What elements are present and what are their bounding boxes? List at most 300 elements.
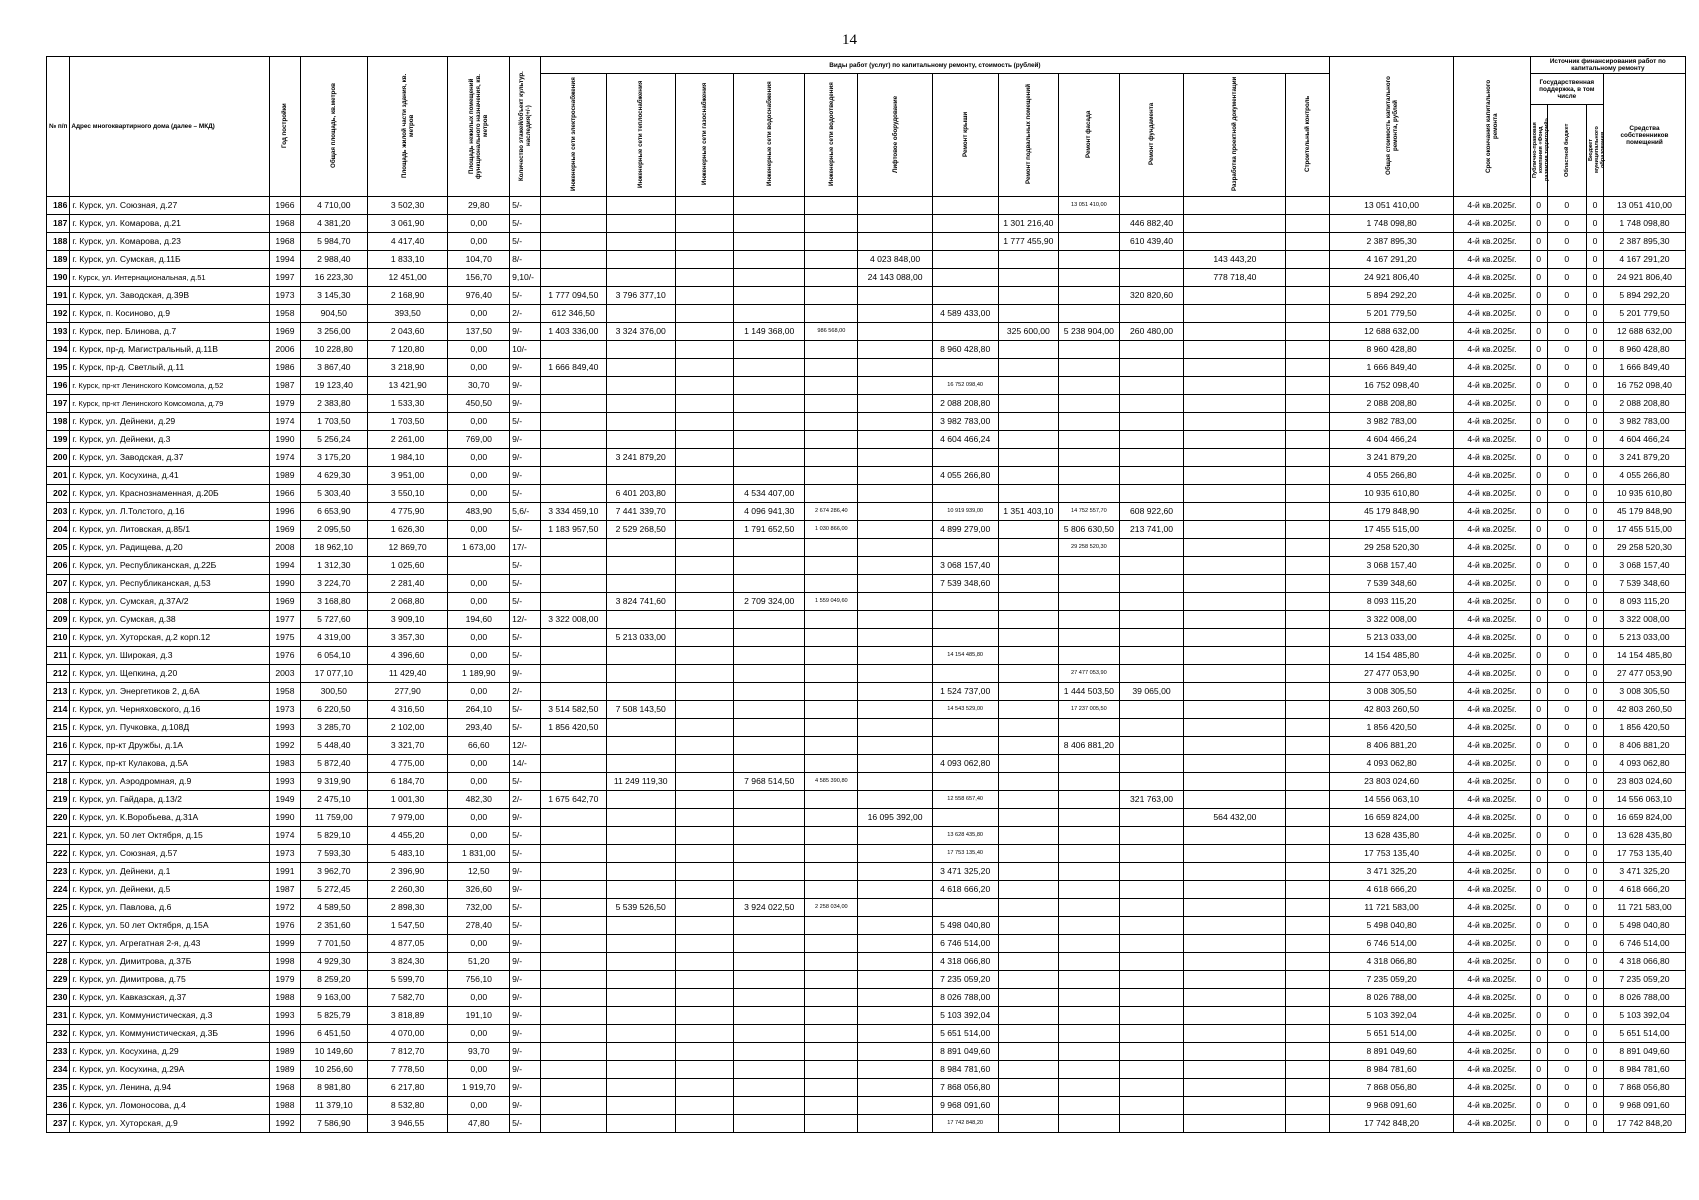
cell-year: 1958 (270, 305, 301, 323)
cell-gs (675, 1043, 733, 1061)
cell-la: 1 984,10 (367, 449, 448, 467)
cell-ht (606, 845, 675, 863)
cell-ta: 3 867,40 (300, 359, 367, 377)
cell-n: 204 (47, 521, 70, 539)
cell-gs (675, 1061, 733, 1079)
cell-tot: 27 477 053,90 (1329, 665, 1453, 683)
cell-el (540, 647, 606, 665)
cell-ds (1184, 305, 1286, 323)
cell-fl: 9,10/- (510, 269, 541, 287)
cell-fd (1119, 611, 1184, 629)
cell-rf (932, 215, 998, 233)
cell-wt (734, 467, 805, 485)
cell-wt (734, 665, 805, 683)
cell-n: 229 (47, 971, 70, 989)
cell-dr (805, 413, 858, 431)
cell-own: 4 055 266,80 (1603, 467, 1685, 485)
cell-year: 1986 (270, 359, 301, 377)
cell-lf (858, 971, 932, 989)
cell-dr (805, 1061, 858, 1079)
cell-gs (675, 953, 733, 971)
cell-ct (1286, 557, 1330, 575)
cell-wt (734, 1061, 805, 1079)
cell-lf (858, 881, 932, 899)
cell-bs (998, 665, 1059, 683)
cell-lf (858, 665, 932, 683)
cell-lf (858, 503, 932, 521)
cell-la: 5 599,70 (367, 971, 448, 989)
header-water: Инженерные сети водоснабжения (734, 74, 805, 197)
cell-la: 3 946,55 (367, 1115, 448, 1133)
cell-addr: г. Курск, ул. Литовская, д.85/1 (70, 521, 270, 539)
cell-ht (606, 791, 675, 809)
cell-addr: г. Курск, ул. Аэродромная, д.9 (70, 773, 270, 791)
cell-bs (998, 953, 1059, 971)
cell-ta: 9 319,90 (300, 773, 367, 791)
cell-f2: 0 (1547, 323, 1586, 341)
header-municipal: Бюджет муниципального образования (1586, 105, 1603, 197)
cell-year: 1989 (270, 1043, 301, 1061)
cell-dr (805, 1097, 858, 1115)
cell-la: 393,50 (367, 305, 448, 323)
cell-n: 223 (47, 863, 70, 881)
cell-n: 214 (47, 701, 70, 719)
cell-el: 1 403 336,00 (540, 323, 606, 341)
cell-el: 3 334 459,10 (540, 503, 606, 521)
cell-gs (675, 881, 733, 899)
cell-el (540, 1043, 606, 1061)
cell-wt (734, 935, 805, 953)
cell-own: 5 201 779,50 (1603, 305, 1685, 323)
cell-rf (932, 233, 998, 251)
cell-f3: 0 (1586, 881, 1603, 899)
cell-year: 1973 (270, 845, 301, 863)
cell-f1: 0 (1530, 899, 1547, 917)
cell-year: 1993 (270, 773, 301, 791)
cell-tot: 24 921 806,40 (1329, 269, 1453, 287)
cell-lf (858, 233, 932, 251)
cell-bs (998, 359, 1059, 377)
cell-tot: 6 746 514,00 (1329, 935, 1453, 953)
cell-ct (1286, 215, 1330, 233)
cell-la: 4 070,00 (367, 1025, 448, 1043)
cell-fl: 5/- (510, 197, 541, 215)
cell-own: 14 154 485,80 (1603, 647, 1685, 665)
cell-year: 1993 (270, 1007, 301, 1025)
cell-fd (1119, 755, 1184, 773)
cell-fc (1059, 1115, 1120, 1133)
cell-lf (858, 431, 932, 449)
cell-dr (805, 467, 858, 485)
cell-ta: 8 981,80 (300, 1079, 367, 1097)
cell-year: 1976 (270, 647, 301, 665)
cell-na: 0,00 (448, 305, 510, 323)
cell-tot: 8 891 049,60 (1329, 1043, 1453, 1061)
cell-rf (932, 197, 998, 215)
cell-gs (675, 485, 733, 503)
cell-ht (606, 719, 675, 737)
cell-ct (1286, 341, 1330, 359)
header-owners: Средства собственников помещений (1603, 74, 1685, 197)
cell-la: 5 483,10 (367, 845, 448, 863)
cell-ct (1286, 665, 1330, 683)
cell-la: 6 184,70 (367, 773, 448, 791)
cell-dr (805, 1079, 858, 1097)
cell-fl: 9/- (510, 359, 541, 377)
cell-f2: 0 (1547, 539, 1586, 557)
cell-n: 219 (47, 791, 70, 809)
cell-wt (734, 557, 805, 575)
cell-f1: 0 (1530, 593, 1547, 611)
cell-f3: 0 (1586, 1025, 1603, 1043)
cell-ht (606, 863, 675, 881)
cell-f2: 0 (1547, 377, 1586, 395)
cell-fd (1119, 917, 1184, 935)
cell-lf (858, 737, 932, 755)
cell-fd: 608 922,60 (1119, 503, 1184, 521)
cell-ds (1184, 233, 1286, 251)
cell-el (540, 827, 606, 845)
cell-year: 1968 (270, 215, 301, 233)
cell-addr: г. Курск, ул. Комарова, д.23 (70, 233, 270, 251)
cell-dl: 4-й кв.2025г. (1454, 1025, 1530, 1043)
cell-ta: 3 175,20 (300, 449, 367, 467)
cell-ta: 7 701,50 (300, 935, 367, 953)
cell-na: 0,00 (448, 467, 510, 485)
cell-addr: г. Курск, ул. Димитрова, д.75 (70, 971, 270, 989)
cell-ct (1286, 629, 1330, 647)
cell-gs (675, 827, 733, 845)
table-row (47, 809, 1686, 827)
cell-wt (734, 251, 805, 269)
table-row (47, 269, 1686, 287)
cell-f3: 0 (1586, 863, 1603, 881)
cell-bs (998, 827, 1059, 845)
cell-rf (932, 665, 998, 683)
cell-ds (1184, 863, 1286, 881)
cell-ct (1286, 1007, 1330, 1025)
cell-dl: 4-й кв.2025г. (1454, 341, 1530, 359)
cell-fc (1059, 611, 1120, 629)
cell-bs (998, 377, 1059, 395)
cell-f2: 0 (1547, 431, 1586, 449)
cell-na: 0,00 (448, 989, 510, 1007)
cell-la: 3 502,30 (367, 197, 448, 215)
cell-f2: 0 (1547, 449, 1586, 467)
cell-el (540, 233, 606, 251)
cell-gs (675, 809, 733, 827)
cell-tot: 3 068 157,40 (1329, 557, 1453, 575)
cell-tot: 16 752 098,40 (1329, 377, 1453, 395)
cell-ct (1286, 431, 1330, 449)
cell-ta: 10 228,80 (300, 341, 367, 359)
cell-own: 3 982 783,00 (1603, 413, 1685, 431)
cell-rf: 3 982 783,00 (932, 413, 998, 431)
cell-fl: 5/- (510, 701, 541, 719)
cell-n: 188 (47, 233, 70, 251)
table-row (47, 197, 1686, 215)
cell-rf (932, 323, 998, 341)
cell-la: 3 061,90 (367, 215, 448, 233)
cell-fc (1059, 827, 1120, 845)
table-row (47, 917, 1686, 935)
cell-dl: 4-й кв.2025г. (1454, 1115, 1530, 1133)
cell-f2: 0 (1547, 791, 1586, 809)
cell-dl: 4-й кв.2025г. (1454, 233, 1530, 251)
cell-na: 0,00 (448, 647, 510, 665)
cell-el (540, 863, 606, 881)
cell-fc (1059, 953, 1120, 971)
cell-el: 3 322 008,00 (540, 611, 606, 629)
cell-addr: г. Курск, пер. Блинова, д.7 (70, 323, 270, 341)
cell-f1: 0 (1530, 323, 1547, 341)
cell-f2: 0 (1547, 233, 1586, 251)
cell-fl: 17/- (510, 539, 541, 557)
cell-dl: 4-й кв.2025г. (1454, 251, 1530, 269)
cell-ds (1184, 683, 1286, 701)
cell-f1: 0 (1530, 1007, 1547, 1025)
cell-n: 215 (47, 719, 70, 737)
cell-dr (805, 539, 858, 557)
cell-fc (1059, 647, 1120, 665)
cell-addr: г. Курск, ул. Интернациональная, д.51 (70, 269, 270, 287)
cell-dl: 4-й кв.2025г. (1454, 701, 1530, 719)
cell-tot: 7 235 059,20 (1329, 971, 1453, 989)
cell-dr (805, 809, 858, 827)
cell-fl: 9/- (510, 1043, 541, 1061)
cell-rf (932, 359, 998, 377)
cell-gs (675, 665, 733, 683)
cell-bs (998, 1061, 1059, 1079)
cell-tot: 4 167 291,20 (1329, 251, 1453, 269)
cell-dl: 4-й кв.2025г. (1454, 359, 1530, 377)
cell-own: 1 748 098,80 (1603, 215, 1685, 233)
cell-own: 9 968 091,60 (1603, 1097, 1685, 1115)
cell-fl: 9/- (510, 1079, 541, 1097)
cell-addr: г. Курск, пр-кт Ленинского Комсомола, д.52 (70, 377, 270, 395)
cell-bs (998, 755, 1059, 773)
table-row (47, 431, 1686, 449)
cell-fl: 5/- (510, 773, 541, 791)
cell-own: 2 088 208,80 (1603, 395, 1685, 413)
cell-n: 225 (47, 899, 70, 917)
cell-rf (932, 629, 998, 647)
cell-f2: 0 (1547, 1079, 1586, 1097)
cell-year: 1996 (270, 503, 301, 521)
cell-f3: 0 (1586, 971, 1603, 989)
cell-el (540, 935, 606, 953)
cell-fc: 1 444 503,50 (1059, 683, 1120, 701)
cell-el: 612 346,50 (540, 305, 606, 323)
cell-n: 212 (47, 665, 70, 683)
cell-f1: 0 (1530, 575, 1547, 593)
cell-bs (998, 701, 1059, 719)
cell-ta: 2 988,40 (300, 251, 367, 269)
cell-dr (805, 845, 858, 863)
cell-ds (1184, 935, 1286, 953)
cell-fl: 9/- (510, 323, 541, 341)
cell-f1: 0 (1530, 953, 1547, 971)
cell-el (540, 1115, 606, 1133)
cell-rf: 4 093 062,80 (932, 755, 998, 773)
cell-fl: 5,6/- (510, 503, 541, 521)
cell-year: 1996 (270, 1025, 301, 1043)
cell-fc (1059, 413, 1120, 431)
cell-f2: 0 (1547, 971, 1586, 989)
cell-fl: 5/- (510, 1115, 541, 1133)
cell-rf (932, 485, 998, 503)
cell-n: 208 (47, 593, 70, 611)
cell-f1: 0 (1530, 521, 1547, 539)
cell-ta: 4 629,30 (300, 467, 367, 485)
cell-ds (1184, 359, 1286, 377)
cell-na: 0,00 (448, 1025, 510, 1043)
cell-dl: 4-й кв.2025г. (1454, 1007, 1530, 1025)
cell-f3: 0 (1586, 953, 1603, 971)
table-row (47, 719, 1686, 737)
cell-ht (606, 809, 675, 827)
cell-la: 3 951,00 (367, 467, 448, 485)
cell-rf: 5 651 514,00 (932, 1025, 998, 1043)
cell-addr: г. Курск, ул. Сумская, д.38 (70, 611, 270, 629)
cell-bs (998, 1079, 1059, 1097)
cell-na: 278,40 (448, 917, 510, 935)
cell-la: 2 043,60 (367, 323, 448, 341)
cell-lf: 24 143 088,00 (858, 269, 932, 287)
cell-na: 0,00 (448, 449, 510, 467)
table-row (47, 395, 1686, 413)
cell-f1: 0 (1530, 719, 1547, 737)
cell-fd (1119, 845, 1184, 863)
table-row (47, 377, 1686, 395)
cell-ta: 4 319,00 (300, 629, 367, 647)
cell-dl: 4-й кв.2025г. (1454, 737, 1530, 755)
cell-na: 0,00 (448, 593, 510, 611)
cell-la: 7 812,70 (367, 1043, 448, 1061)
cell-fl: 9/- (510, 881, 541, 899)
cell-f1: 0 (1530, 557, 1547, 575)
cell-fc (1059, 575, 1120, 593)
cell-f2: 0 (1547, 251, 1586, 269)
cell-gs (675, 845, 733, 863)
cell-bs (998, 1115, 1059, 1133)
cell-own: 4 167 291,20 (1603, 251, 1685, 269)
cell-lf (858, 899, 932, 917)
cell-n: 211 (47, 647, 70, 665)
cell-own: 4 318 066,80 (1603, 953, 1685, 971)
cell-f3: 0 (1586, 1043, 1603, 1061)
cell-fd (1119, 701, 1184, 719)
cell-ht: 3 241 879,20 (606, 449, 675, 467)
cell-fd (1119, 1043, 1184, 1061)
cell-wt (734, 287, 805, 305)
cell-f2: 0 (1547, 1115, 1586, 1133)
cell-rf: 14 154 485,80 (932, 647, 998, 665)
cell-gs (675, 305, 733, 323)
cell-gs (675, 629, 733, 647)
cell-ta: 5 872,40 (300, 755, 367, 773)
cell-ds (1184, 377, 1286, 395)
cell-bs (998, 1043, 1059, 1061)
cell-fd (1119, 863, 1184, 881)
cell-f3: 0 (1586, 917, 1603, 935)
cell-el (540, 971, 606, 989)
cell-la: 4 396,60 (367, 647, 448, 665)
cell-fd: 610 439,40 (1119, 233, 1184, 251)
cell-lf (858, 827, 932, 845)
cell-dl: 4-й кв.2025г. (1454, 197, 1530, 215)
cell-addr: г. Курск, ул. Республиканская, д.22Б (70, 557, 270, 575)
cell-wt: 1 149 368,00 (734, 323, 805, 341)
cell-own: 8 026 788,00 (1603, 989, 1685, 1007)
cell-fd (1119, 1025, 1184, 1043)
cell-rf (932, 899, 998, 917)
cell-fd: 321 763,00 (1119, 791, 1184, 809)
cell-year: 1958 (270, 683, 301, 701)
cell-ht (606, 683, 675, 701)
cell-ta: 5 303,40 (300, 485, 367, 503)
cell-own: 14 556 063,10 (1603, 791, 1685, 809)
cell-f3: 0 (1586, 269, 1603, 287)
cell-el (540, 629, 606, 647)
cell-fd (1119, 395, 1184, 413)
cell-dr (805, 989, 858, 1007)
table-row (47, 701, 1686, 719)
cell-ht (606, 1007, 675, 1025)
cell-gs (675, 503, 733, 521)
cell-ds (1184, 521, 1286, 539)
cell-year: 1968 (270, 1079, 301, 1097)
cell-bs (998, 917, 1059, 935)
cell-f3: 0 (1586, 323, 1603, 341)
cell-n: 213 (47, 683, 70, 701)
cell-f1: 0 (1530, 251, 1547, 269)
cell-rf: 5 103 392,04 (932, 1007, 998, 1025)
cell-addr: г. Курск, ул. Павлова, д.6 (70, 899, 270, 917)
cell-na: 732,00 (448, 899, 510, 917)
cell-lf (858, 359, 932, 377)
cell-dl: 4-й кв.2025г. (1454, 827, 1530, 845)
cell-own: 5 651 514,00 (1603, 1025, 1685, 1043)
table-row (47, 863, 1686, 881)
cell-n: 226 (47, 917, 70, 935)
cell-ht (606, 413, 675, 431)
cell-fl: 9/- (510, 395, 541, 413)
cell-tot: 1 856 420,50 (1329, 719, 1453, 737)
table-row (47, 287, 1686, 305)
cell-el (540, 485, 606, 503)
cell-dr (805, 557, 858, 575)
cell-la: 2 396,90 (367, 863, 448, 881)
cell-ds (1184, 431, 1286, 449)
table-row (47, 323, 1686, 341)
cell-fl: 12/- (510, 611, 541, 629)
cell-gs (675, 377, 733, 395)
cell-addr: г. Курск, ул. Ленина, д.94 (70, 1079, 270, 1097)
cell-na: 51,20 (448, 953, 510, 971)
cell-na: 0,00 (448, 809, 510, 827)
cell-ta: 1 703,50 (300, 413, 367, 431)
cell-addr: г. Курск, пр-кт Ленинского Комсомола, д.79 (70, 395, 270, 413)
cell-lf (858, 935, 932, 953)
cell-ct (1286, 413, 1330, 431)
cell-ct (1286, 1097, 1330, 1115)
cell-ht (606, 1025, 675, 1043)
cell-fc (1059, 719, 1120, 737)
cell-fc (1059, 485, 1120, 503)
cell-lf: 16 095 392,00 (858, 809, 932, 827)
cell-f2: 0 (1547, 647, 1586, 665)
